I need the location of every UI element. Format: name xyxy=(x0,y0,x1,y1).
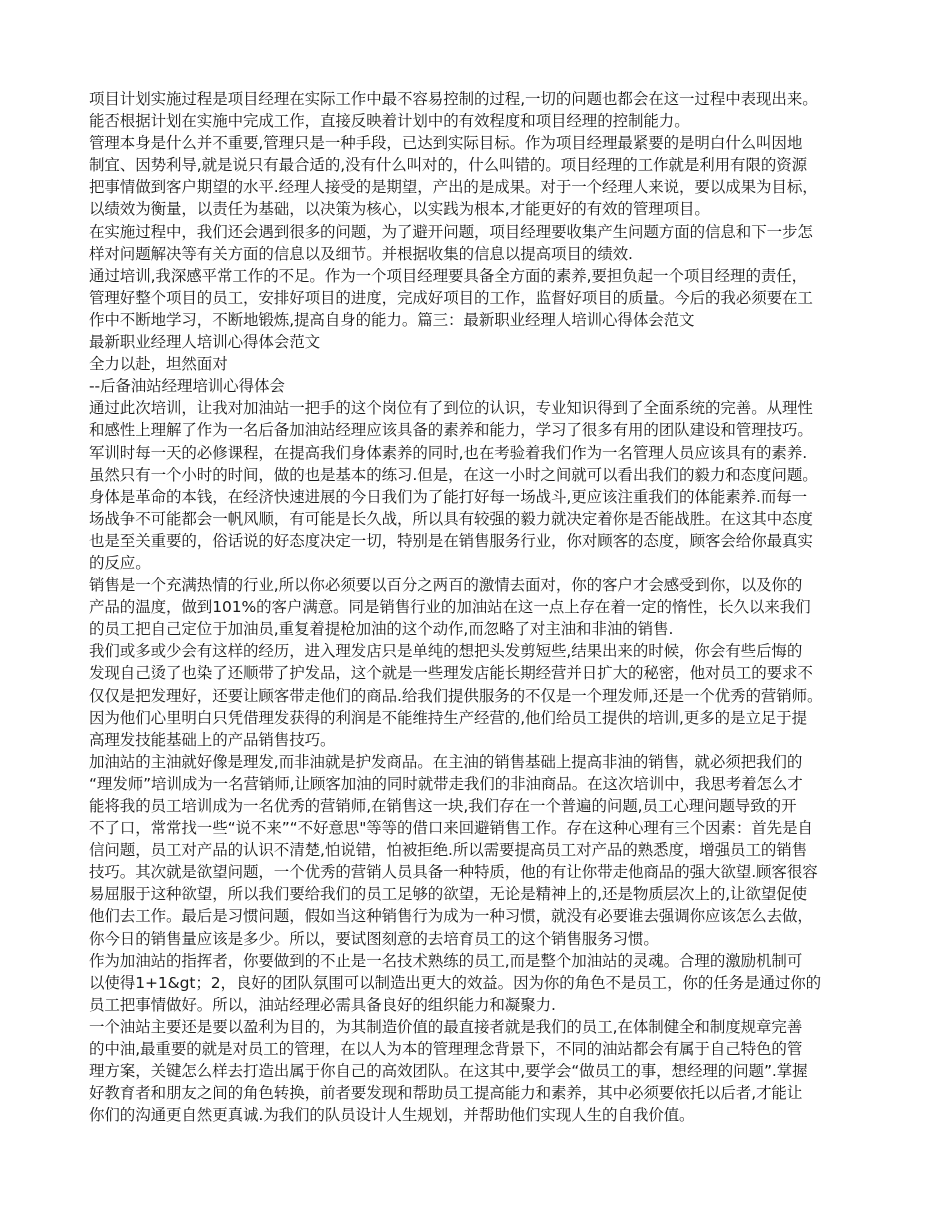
text-line: 你们的沟通更自然更真诚.为我们的队员设计人生规划，并帮助他们实现人生的自我价值。 xyxy=(89,1106,695,1125)
text-line: 员工把事情做好。所以，油站经理必需具备良好的组织能力和凝聚力. xyxy=(89,995,556,1014)
text-line: 高理发技能基础上的产品销售技巧。 xyxy=(89,730,336,749)
text-line: 能否根据计划在实施中完成工作，直接反映着计划中的有效程度和项目经理的控制能力。 xyxy=(89,112,690,131)
text-line: 产品的温度，做到101%的客户满意。同是销售行业的加油站在这一点上存在着一定的惰性，长久以来我们 xyxy=(89,598,811,617)
text-line: 作中不断地学习，不断地锻炼,提高自身的能力。篇三：最新职业经理人培训心得体会范文 xyxy=(89,310,695,329)
text-line: 一个油站主要还是要以盈利为目的，为其制造价值的最直接者就是我们的员工,在体制健全和制度规章完善 xyxy=(89,1017,803,1036)
text-line: 管理好整个项目的员工，安排好项目的进度，完成好项目的工作，监督好项目的质量。今后的我必须要在工 xyxy=(89,288,813,307)
text-line: 也是至关重要的，俗话说的好态度决定一切，特别是在销售服务行业，你对顾客的态度，顾客会给你最真实 xyxy=(89,531,813,550)
text-line: 场战争不可能都会一帆风顺，有可能是长久战，所以具有较强的毅力就决定着你是否能战胜。在这其中态度 xyxy=(89,509,813,528)
text-line: 销售是一个充满热情的行业,所以你必须要以百分之两百的激情去面对，你的客户才会感受到你，以及你的 xyxy=(89,576,803,595)
text-line: 作为加油站的指挥者，你要做到的不止是一名技术熟练的员工,而是整个加油站的灵魂。合理的激励机制可 xyxy=(89,951,803,970)
text-line: 加油站的主油就好像是理发,而非油就是护发商品。在主油的销售基础上提高非油的销售，就必须把我们的 xyxy=(89,752,803,771)
text-line: 最新职业经理人培训心得体会范文 xyxy=(89,333,321,352)
text-line: 通过此次培训，让我对加油站一把手的这个岗位有了到位的认识，专业知识得到了全面系统的完善。从理性 xyxy=(89,399,813,418)
text-line: 样对问题解决等有关方面的信息以及细节。并根据收集的信息以提高项目的绩效. xyxy=(89,244,633,263)
text-line: 的反应。 xyxy=(89,553,151,572)
text-line: 的中油,最重要的就是对员工的管理，在以人为本的管理理念背景下，不同的油站都会有属于自己特色的管 xyxy=(89,1040,803,1059)
document-body xyxy=(89,88,864,1126)
text-line: 我们或多或少会有这样的经历，进入理发店只是单纯的想把头发剪短些,结果出来的时候，你会有些后悔的 xyxy=(89,642,803,661)
text-line: 你今日的销售量应该是多少。所以，要试图刻意的去培育员工的这个销售服务习惯。 xyxy=(89,929,659,948)
text-line: 以绩效为衡量，以责任为基础，以决策为核心，以实践为根本,才能更好的有效的管理项目。 xyxy=(89,200,710,219)
text-line: 军训时每一天的必修课程，在提高我们身体素养的同时,也在考验着我们作为一名管理人员应该具有的素养. xyxy=(89,443,808,462)
text-line: 和感性上理解了作为一名后备加油站经理应该具备的素养和能力，学习了很多有用的团队建设和管理技巧。 xyxy=(89,421,813,440)
text-line: 技巧。其次就是欲望问题，一个优秀的营销人员具备一种特质，他的有让你带走他商品的强大欲望.顾客很容 xyxy=(89,863,818,882)
text-line: 制宜、因势利导,就是说只有最合适的,没有什么叫对的，什么叫错的。项目经理的工作就是利用有限的资源 xyxy=(89,156,808,175)
text-line: 在实施过程中，我们还会遇到很多的问题，为了避开问题，项目经理要收集产生问题方面的信息和下一步怎 xyxy=(89,222,813,241)
text-line: --后备油站经理培训心得体会 xyxy=(89,377,285,396)
text-line: 仅仅是把发理好，还要让顾客带走他们的商品.给我们提供服务的不仅是一个理发师,还是一个优秀的营销师。 xyxy=(89,686,823,705)
text-line: 以使得1+1&gt；2，良好的团队氛围可以制造出更大的效益。因为你的角色不是员工，你的任务是通过你的 xyxy=(89,973,822,992)
text-line: 信问题，员工对产品的认识不清楚,怕说错，怕被拒绝.所以需要提高员工对产品的熟悉度，增强员工的销售 xyxy=(89,841,808,860)
text-line: 身体是革命的本钱，在经济快速进展的今日我们为了能打好每一场战斗,更应该注重我们的体能素养.而每一 xyxy=(89,487,808,506)
text-line: 不了口，常常找一些“说不来”“不好意思"等等的借口来回避销售工作。存在这种心理有三个因素：首先是自 xyxy=(89,819,813,838)
text-line: 虽然只有一个小时的时间，做的也是基本的练习.但是，在这一小时之间就可以看出我们的毅力和态度问题。 xyxy=(89,465,818,484)
text-line: 他们去工作。最后是习惯问题，假如当这种销售行为成为一种习惯，就没有必要谁去强调你应该怎么去做， xyxy=(89,907,813,926)
text-line: 发现自己烫了也染了还顺带了护发品，这个就是一些理发店能长期经营并日扩大的秘密，他对员工的要求不 xyxy=(89,664,813,683)
text-line: 能将我的员工培训成为一名优秀的营销师,在销售这一块,我们存在一个普遍的问题,员工心理问题导致的开 xyxy=(89,797,797,815)
text-line: 项目计划实施过程是项目经理在实际工作中最不容易控制的过程,一切的问题也都会在这一过程中表现出来。 xyxy=(89,90,818,108)
text-line: 管理本身是什么并不重要,管理只是一种手段，已达到实际目标。作为项目经理最紧要的是明白什么叫因地 xyxy=(89,134,803,153)
text-line: 全力以赴，坦然面对 xyxy=(89,355,228,374)
text-line: 通过培训,我深感平常工作的不足。作为一个项目经理要具备全方面的素养,要担负起一个项目经理的责任， xyxy=(89,266,808,285)
text-line: 的员工把自己定位于加油员,重复着提枪加油的这个动作,而忽略了对主油和非油的销售. xyxy=(89,620,674,639)
text-line: 易屈服于这种欲望，所以我们要给我们的员工足够的欲望，无论是精神上的,还是物质层次上的,让欲望促使 xyxy=(89,885,808,904)
text-line: 把事情做到客户期望的水平.经理人接受的是期望，产出的是成果。对于一个经理人来说，要以成果为目标， xyxy=(89,178,818,197)
text-line: 因为他们心里明白只凭借理发获得的利润是不能维持生产经营的,他们给员工提供的培训,更多的是立足于提 xyxy=(89,708,808,727)
text-line: “理发师”培训成为一名营销师,让顾客加油的同时就带走我们的非油商品。在这次培训中，我思考着怎么才 xyxy=(89,774,803,793)
text-line: 理方案，关键怎么样去打造出属于你自己的高效团队。在这其中,要学会“做员工的事，想经理的问题”.掌握 xyxy=(89,1062,808,1081)
text-line: 好教育者和朋友之间的角色转换，前者要发现和帮助员工提高能力和素养，其中必须要依托以后者,才能让 xyxy=(89,1084,803,1103)
